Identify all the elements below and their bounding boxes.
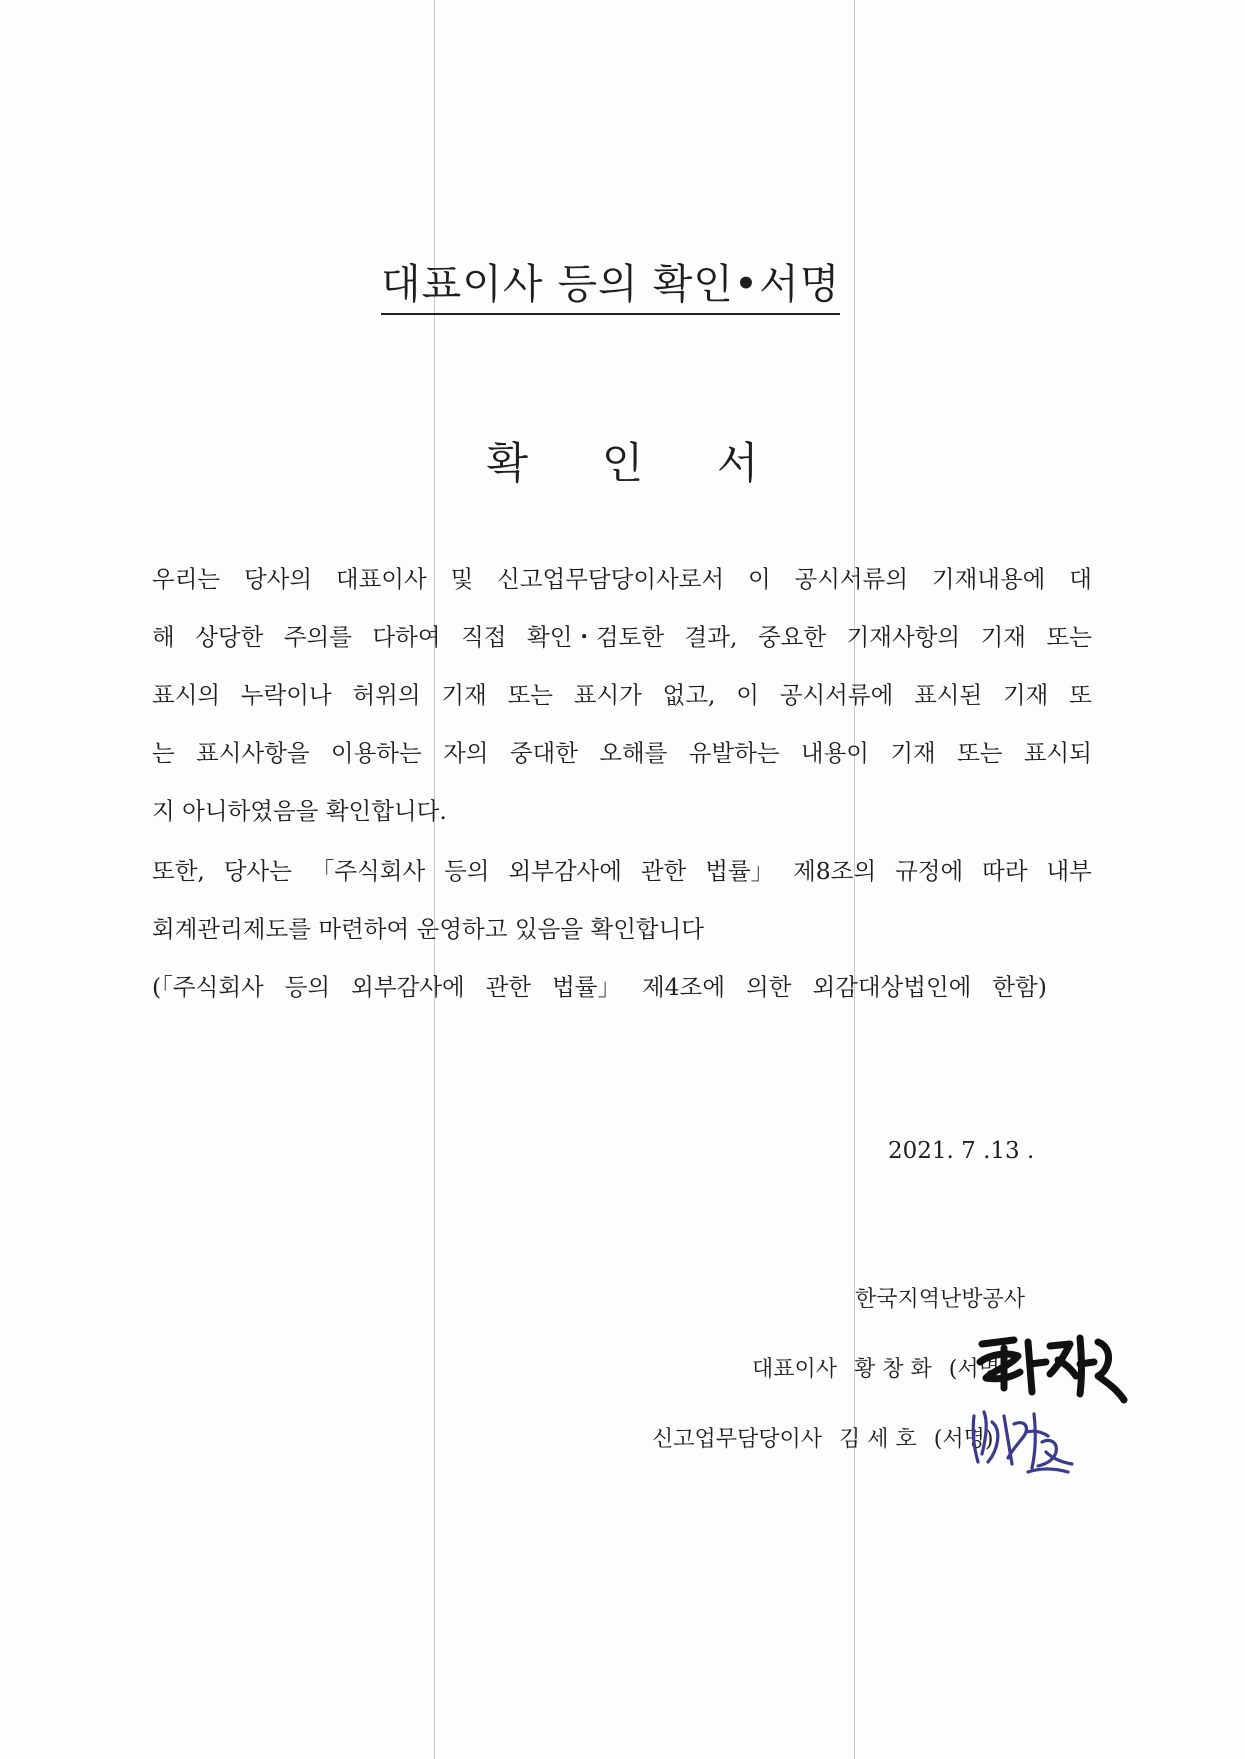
word: 제8조의	[793, 857, 877, 885]
word: 주의를	[283, 623, 352, 651]
word: (「주식회사	[152, 973, 264, 1001]
word: 공시서류의	[794, 565, 909, 593]
word: 중대한	[509, 739, 578, 767]
word: 우리는	[152, 565, 221, 593]
ceo-name: 황 창 화	[854, 1357, 932, 1382]
word: 기재	[1002, 681, 1049, 709]
ceo-role: 대표이사	[752, 1357, 838, 1382]
word: 또는	[1046, 623, 1092, 651]
word: 한함)	[992, 973, 1047, 1001]
word: 관한	[640, 857, 687, 885]
word: 다하여	[372, 623, 441, 651]
word: 법률」	[552, 973, 621, 1001]
word: 관한	[485, 973, 532, 1001]
reporting-officer-signature-line	[652, 1422, 1003, 1453]
word: 직접	[461, 623, 507, 651]
word: 누락이나	[240, 681, 332, 709]
paragraph-line	[152, 852, 1092, 910]
word: 「주식회사	[310, 857, 426, 885]
word: 제4조에	[641, 973, 726, 1001]
word: 등의	[284, 973, 331, 1001]
paragraph-line	[152, 560, 1092, 618]
word: 외감대상법인에	[812, 973, 972, 1001]
word: 의한	[746, 973, 792, 1001]
word: 기재	[890, 739, 936, 767]
word: 중요한	[757, 623, 827, 651]
word: 또는	[957, 739, 1003, 767]
word: 기재	[980, 623, 1026, 651]
paragraph-line	[152, 618, 1092, 676]
word: 해	[152, 623, 175, 651]
paragraph-line	[152, 792, 1092, 850]
word: 이	[747, 565, 771, 593]
officer-role: 신고업무담당이사	[652, 1427, 823, 1452]
word: 표시의	[152, 681, 221, 709]
word: 없고,	[662, 681, 716, 709]
word: 표시된	[914, 681, 983, 709]
officer-sign-mark: (서명)	[933, 1427, 994, 1452]
word: 회계관리제도를 마련하여 운영하고 있음을 확인합니다	[152, 915, 705, 943]
word: 공시서류에	[779, 681, 894, 709]
word: 또는	[507, 681, 553, 709]
ceo-handwritten-signature	[974, 1326, 1134, 1406]
internal-control-paragraph	[152, 852, 1092, 1026]
word: 당사의	[243, 565, 313, 593]
company-name: 한국지역난방공사	[855, 1287, 1026, 1312]
word: 등의	[444, 857, 490, 885]
confirmation-paragraph	[152, 560, 1092, 850]
paragraph-line	[152, 676, 1092, 734]
word: 는	[152, 739, 175, 767]
word: 기재내용에	[931, 565, 1046, 593]
word: 외부감사에	[508, 857, 622, 885]
word: 표시되	[1023, 739, 1092, 767]
word: 또	[1069, 681, 1092, 709]
word: 신고업무담당이사로서	[497, 565, 725, 593]
word: 표시사항을	[196, 739, 310, 767]
word: 따라	[982, 857, 1028, 885]
word: 대표이사	[335, 565, 427, 593]
word: 기재	[441, 681, 487, 709]
word: 대	[1069, 565, 1092, 593]
word: 지 아니하였음을 확인합니다.	[152, 797, 447, 825]
word: 내용이	[800, 739, 869, 767]
word: 상당한	[195, 623, 264, 651]
officer-name: 김 세 호	[839, 1427, 917, 1452]
signing-date: 2021. 7 .13 .	[888, 1138, 1035, 1164]
word: 이	[736, 681, 759, 709]
word: 당사는	[223, 857, 292, 885]
word: 규정에	[895, 857, 964, 885]
word: 유발하는	[688, 739, 780, 767]
ceo-sign-mark: (서명)	[948, 1357, 1009, 1382]
paragraph-line	[152, 968, 1047, 1026]
word: 표시가	[573, 681, 642, 709]
document-subtitle: 확 인 서	[486, 439, 789, 489]
document-title: 대표이사 등의 확인•서명	[381, 262, 840, 315]
officer-handwritten-signature	[968, 1402, 1078, 1482]
word: 외부감사에	[351, 973, 465, 1001]
word: 기재사항의	[846, 623, 961, 651]
word: 오해를	[599, 739, 668, 767]
word: 및	[450, 565, 474, 593]
word: 이용하는	[330, 739, 422, 767]
word: 내부	[1046, 857, 1092, 885]
paragraph-line	[152, 734, 1092, 792]
word: 확인・검토한	[527, 623, 665, 651]
paragraph-line	[152, 910, 1092, 968]
word: 법률」	[705, 857, 775, 885]
word: 허위의	[352, 681, 421, 709]
word: 자의	[443, 739, 489, 767]
word: 결과,	[684, 623, 738, 651]
word: 또한,	[152, 857, 205, 885]
